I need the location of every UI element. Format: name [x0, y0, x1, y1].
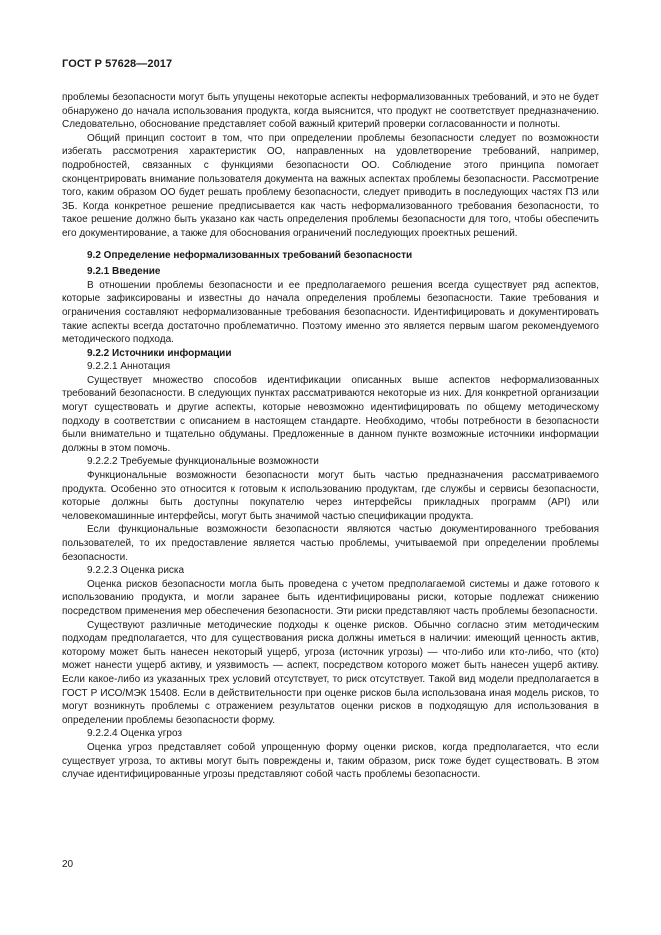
- paragraph: проблемы безопасности могут быть упущены некоторые аспекты неформализованных требований, и это не будет обнаружено до начала использования продукта, когда выяснится, что продукт не соответствует предназначению. Следовательно, обоснование представляет собой важный критерий проверки согласованности и полноты.: [62, 92, 599, 131]
- clause-heading: 9.2.2.1 Аннотация: [87, 361, 171, 373]
- paragraph: Оценка рисков безопасности могла быть проведена с учетом предполагаемой системы и даже готового к использованию продукта, и могли заранее быть идентифицированы риски, которые подлежат снижению посредством применения мер обеспечения безопасности. Эти риски представляют часть проблемы безопасности.: [62, 578, 599, 617]
- paragraph: Функциональные возможности безопасности могут быть частью предназначения рассматриваемого продукта. Особенно это относится к готовым к использованию продуктам, где службы и сервисы безопасности, которые должны быть доступны покупателю через интерфейсы прикладных программ (API) или человекомашинные интерфейсы, могут быть значимой частью спецификации продукта.: [62, 470, 599, 522]
- section-heading: 9.2 Определение неформализованных требований безопасности: [87, 249, 413, 261]
- subsection-heading: 9.2.2 Источники информации: [87, 347, 232, 359]
- clause-heading: 9.2.2.2 Требуемые функциональные возможности: [87, 456, 319, 468]
- document-header: ГОСТ Р 57628—2017: [62, 58, 173, 70]
- page-number: 20: [62, 859, 74, 870]
- clause-heading: 9.2.2.4 Оценка угроз: [87, 728, 183, 740]
- clause-heading: 9.2.2.3 Оценка риска: [87, 565, 185, 577]
- paragraph: В отношении проблемы безопасности и ее предполагаемого решения всегда существует ряд аспектов, которые зафиксированы и известны до начала определения проблемы безопасности. Такие требования и ограничения составляют неформализованные требования безопасности. Идентифицировать и документировать такие аспекты всегда достаточно проблематично. Поэтому именно это является первым шагом рекомендуемого методического подхода.: [62, 279, 599, 346]
- document-body: [62, 91, 599, 782]
- paragraph: Общий принцип состоит в том, что при определении проблемы безопасности следует по возможности избегать рассмотрения характеристик ОО, направленных на удовлетворение требований, например, подробностей, связанных с функциями безопасности ОО. Соблюдение этого принципа помогает сконцентрировать внимание пользователя документа на важных аспектах проблемы безопасности. Рассмотрение того, каким образом ОО будет решать проблему безопасности, следует приводить в последующих частях ПЗ или ЗБ. Когда конкретное решение предписывается как часть неформализованного требования безопасности, то такое решение должно быть указано как часть определения проблемы безопасности для того, чтобы обеспечить его документирование, а также для обоснования ограничений последующих проектных решений.: [62, 132, 599, 239]
- paragraph: Существуют различные методические подходы к оценке рисков. Обычно согласно этим методическим подходам предполагается, что для существования риска должны иметься в наличии: имеющий ценность актив, которому может быть нанесен некоторый ущерб, угроза (источник угрозы) — что-либо или кто-либо, что (кто) может нанести ущерб активу, и уязвимость — аспект, посредством которого может быть нанесен ущерб активу. Если какое-либо из указанных трех условий отсутствует, то риск отсутствует. Такой вид модели предполагается в ГОСТ Р ИСО/МЭК 15408. Если в действительности при оценке рисков была использована иная модель рисков, то могут возникнуть проблемы с отражением результатов оценки рисков в подходящую для использования в определении проблемы безопасности форму.: [62, 619, 599, 726]
- paragraph: Оценка угроз представляет собой упрощенную форму оценки рисков, когда предполагается, что если существует угроза, то активы могут быть повреждены и, таким образом, риск тоже будет существовать. В этом случае идентифицированные угрозы представляют собой часть проблемы безопасности.: [62, 741, 599, 781]
- paragraph: Если функциональные возможности безопасности являются частью документированного требования пользователей, то их предоставление является частью проблемы, учитываемой при определении проблемы безопасности.: [62, 524, 599, 563]
- subsection-heading: 9.2.1 Введение: [87, 266, 161, 278]
- paragraph: Существует множество способов идентификации описанных выше аспектов неформализованных требований безопасности. В следующих пунктах рассматриваются некоторые из них. Для конкретной организации могут существовать и другие аспекты, которые невозможно идентифицировать по общему методическому подходу в соответствии с описанием в настоящем стандарте. Необходимо, чтобы потребности в безопасности были внимательно и тщательно обдуманы. Предложенные в данном пункте возможные источники информации должны в этом помочь.: [62, 374, 599, 454]
